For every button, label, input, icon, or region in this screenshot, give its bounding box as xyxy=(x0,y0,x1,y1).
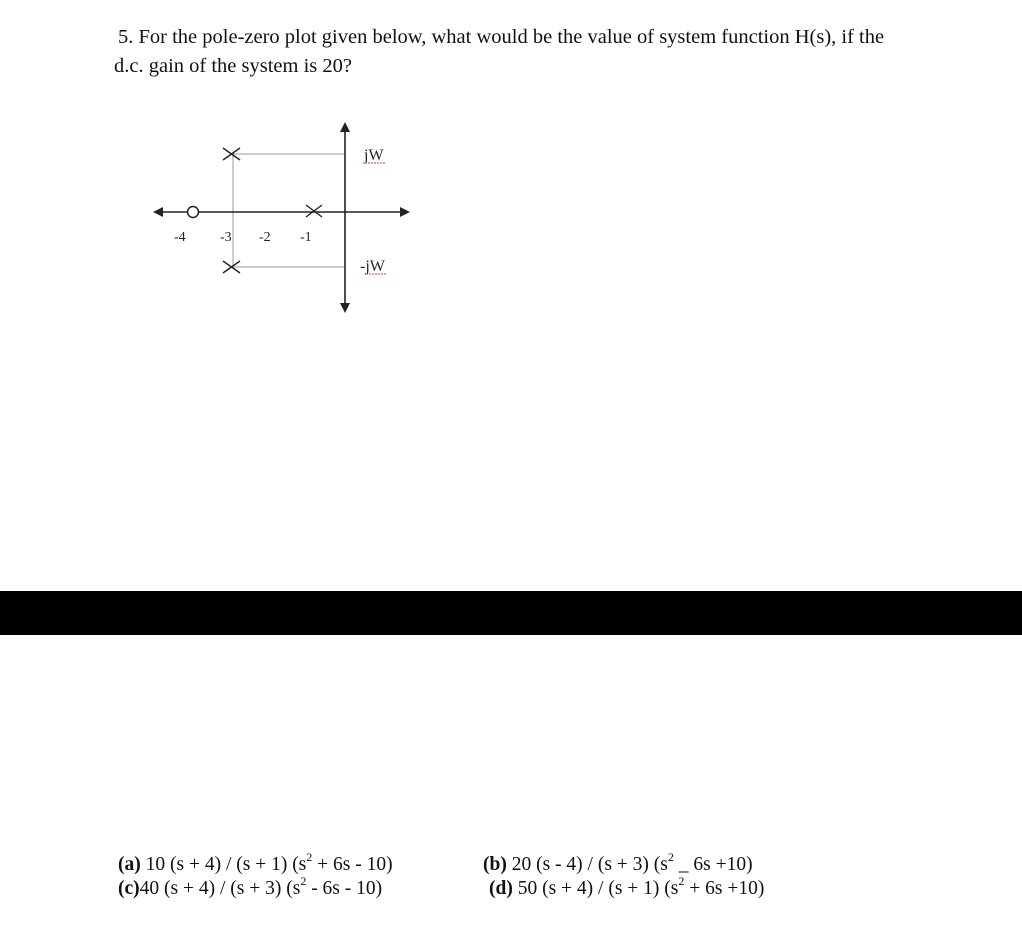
option-b-label: (b) xyxy=(483,854,507,875)
option-c-label: (c) xyxy=(118,878,140,899)
option-a-sup: 2 xyxy=(306,850,313,864)
pole-marker-minus1 xyxy=(306,205,322,217)
option-b-sup: 2 xyxy=(667,850,674,864)
option-a-text-2: + 6s - 10) xyxy=(312,854,393,875)
option-d xyxy=(489,874,765,901)
option-d-sup: 2 xyxy=(678,874,685,888)
option-b-text-2: _ 6s +10) xyxy=(673,854,753,875)
jw-label: jW xyxy=(364,147,384,164)
tick-label-minus4: -4 xyxy=(174,230,186,245)
option-b-text-1: 20 (s - 4) / (s + 3) (s xyxy=(506,854,668,875)
redaction-bar xyxy=(0,591,1022,635)
tick-label-minus2: -2 xyxy=(259,230,271,245)
pole-zero-plot xyxy=(0,0,1022,340)
option-d-label: (d) xyxy=(489,878,513,899)
question-line-2: d.c. gain of the system is 20? xyxy=(114,55,352,77)
real-axis-arrow-left xyxy=(153,207,163,217)
tick-label-minus3: -3 xyxy=(220,230,232,245)
option-a xyxy=(118,850,393,877)
option-c-sup: 2 xyxy=(300,874,307,888)
option-c-text-1: 40 (s + 4) / (s + 3) (s xyxy=(139,878,301,899)
zero-marker-minus4 xyxy=(188,207,199,218)
imag-axis-arrow-down xyxy=(340,303,350,313)
neg-jw-label: -jW xyxy=(360,258,385,275)
option-a-label: (a) xyxy=(118,854,141,875)
option-c xyxy=(118,874,383,901)
option-d-text-2: + 6s +10) xyxy=(684,878,765,899)
question-line-1: 5. For the pole-zero plot given below, what would be the value of system function H(s), if the xyxy=(118,26,885,48)
real-axis-arrow-right xyxy=(400,207,410,217)
tick-label-minus1: -1 xyxy=(300,230,312,245)
option-c-text-2: - 6s - 10) xyxy=(306,878,383,899)
option-a-text-1: 10 (s + 4) / (s + 1) (s xyxy=(140,854,307,875)
imag-axis-arrow-up xyxy=(340,122,350,132)
option-d-text-1: 50 (s + 4) / (s + 1) (s xyxy=(512,878,679,899)
option-b xyxy=(483,850,753,877)
